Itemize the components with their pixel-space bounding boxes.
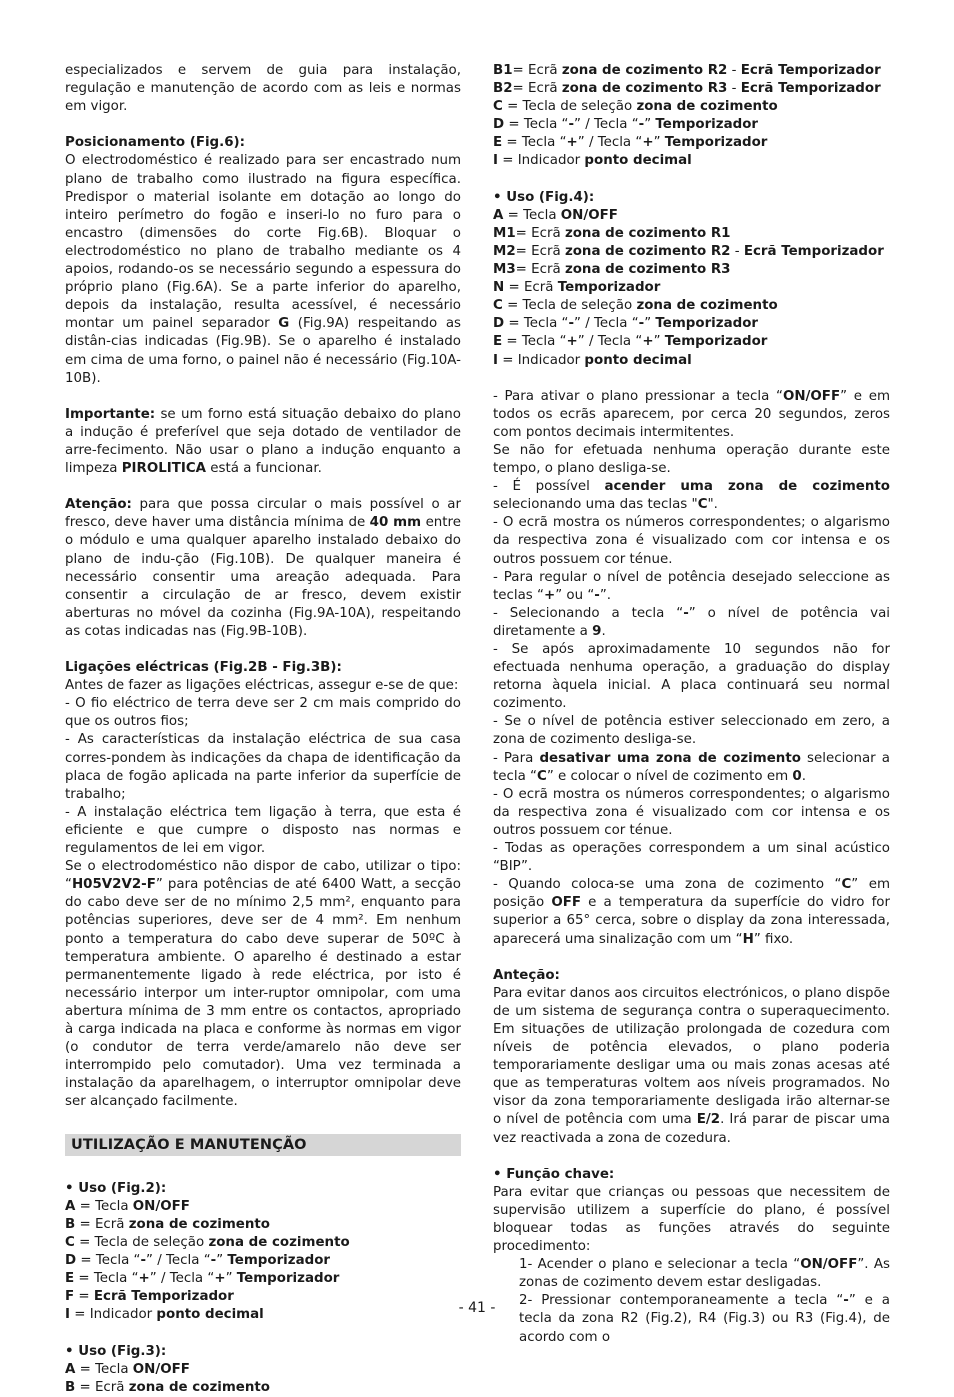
bold-text: • Função chave: bbox=[493, 1166, 615, 1182]
spacer bbox=[65, 116, 461, 134]
text: ” e colocar o nível de cozimento em bbox=[546, 768, 793, 784]
bold-text: C bbox=[536, 768, 547, 784]
text: - Para regular o nível de potência desejado seleccione as teclas “ bbox=[493, 569, 890, 603]
section-heading bbox=[493, 1166, 890, 1184]
paragraph bbox=[65, 731, 461, 803]
paragraph bbox=[65, 62, 461, 116]
bold-text: zona de cozimento R2 bbox=[564, 243, 731, 259]
bold-text: zona de cozimento R1 bbox=[564, 225, 731, 241]
bold-text: D bbox=[65, 1253, 77, 1269]
bold-text: - bbox=[638, 316, 645, 332]
text: = Tecla de seleção bbox=[502, 298, 637, 314]
bold-text: 0 bbox=[792, 768, 802, 784]
bold-text: C bbox=[841, 877, 852, 893]
text: Antes de fazer as ligações eléctricas, assegur e-se de que: bbox=[65, 678, 459, 694]
paragraph bbox=[493, 514, 890, 568]
spacer bbox=[493, 1148, 890, 1166]
section-heading bbox=[65, 134, 461, 152]
bold-text: Ecrã Temporizador bbox=[740, 81, 881, 97]
bold-text: zona de cozimento bbox=[128, 1216, 270, 1232]
bold-text: ponto decimal bbox=[584, 153, 692, 169]
bold-text: + bbox=[543, 587, 556, 603]
paragraph bbox=[65, 152, 461, 387]
text: = Tecla “ bbox=[504, 316, 569, 332]
bold-text: UTILIZAÇÃO E MANUTENÇÃO bbox=[71, 1136, 307, 1153]
text: ” bbox=[225, 1271, 237, 1287]
definition-line bbox=[493, 315, 890, 333]
definition-line bbox=[65, 1379, 461, 1397]
text: selecionando uma das teclas " bbox=[493, 497, 698, 513]
definition-line bbox=[493, 134, 890, 152]
bold-text: Posicionamento (Fig.6): bbox=[65, 135, 246, 151]
bold-text: C bbox=[697, 497, 708, 513]
right-column bbox=[493, 62, 890, 1347]
definition-line bbox=[65, 1361, 461, 1379]
bold-text: Anteção: bbox=[493, 967, 560, 983]
definition-line bbox=[493, 152, 890, 170]
text: Para evitar danos aos circuitos electrónicos, o plano dispõe de um sistema de segurança contra o superaquecimento. Em situações de utilização prolongada de cozedura com níveis de potência elevados, o plano poderia temporariamente desligar uma ou mais zonas acesas até que as temperaturas voltem aos níveis programados. No visor da zona temporariamente desligada irão alternar-se o nível de potência com uma bbox=[493, 985, 890, 1128]
bold-text: • Uso (Fig.4): bbox=[493, 189, 595, 205]
text: - As características da instalação eléctrica de sua casa corres-pondem às indicações da chapa de identificação da placa de fogão aplicada na parte inferior da superfície de trabalho; bbox=[65, 732, 461, 802]
text: e a temperatura da superfície do vidro for superior a 65° cerca, sobre o display da zona interessada, aparecerá uma sinalização com um “ bbox=[493, 895, 890, 947]
bold-text: A bbox=[493, 207, 504, 223]
paragraph bbox=[493, 1184, 890, 1256]
bold-text: Temporizador bbox=[557, 280, 661, 296]
section-heading bbox=[65, 1180, 461, 1198]
text: = Ecrã bbox=[512, 63, 562, 78]
text: = Ecrã bbox=[512, 81, 562, 97]
text: especializados e servem de guia para instalação, regulação e manutenção de acordo com as leis e normas em vigor. bbox=[65, 63, 461, 115]
definition-line bbox=[493, 225, 890, 243]
text: = Tecla “ bbox=[502, 135, 567, 151]
bold-text: - bbox=[638, 117, 645, 133]
bold-text: ON/OFF bbox=[560, 207, 618, 223]
section-heading bbox=[493, 189, 890, 207]
definition-line bbox=[493, 98, 890, 116]
text: 2- Pressionar contemporaneamente a tecla “ bbox=[519, 1293, 844, 1309]
bold-text: M2 bbox=[493, 243, 516, 259]
text: = Ecrã bbox=[515, 225, 565, 241]
text: para que possa circular o mais possível o ar fresco, deve haver uma distância mínima de bbox=[65, 497, 461, 531]
paragraph bbox=[493, 750, 890, 786]
bold-text: Ecrã Temporizador bbox=[743, 243, 884, 259]
text: ” / Tecla “ bbox=[577, 135, 643, 151]
spacer bbox=[65, 388, 461, 406]
bold-text: - bbox=[683, 605, 689, 621]
definition-line bbox=[493, 279, 890, 297]
text: ” / Tecla “ bbox=[149, 1271, 215, 1287]
bold-text: A bbox=[65, 1361, 76, 1377]
bold-text: + bbox=[214, 1271, 226, 1287]
bold-text: N bbox=[493, 280, 505, 296]
left-column bbox=[65, 62, 461, 1397]
bold-text: ON/OFF bbox=[782, 388, 841, 404]
text: . bbox=[601, 623, 606, 639]
paragraph bbox=[493, 605, 890, 641]
definition-line bbox=[493, 297, 890, 315]
bold-text: Ecrã Temporizador bbox=[740, 63, 881, 78]
bold-text: B2 bbox=[493, 81, 513, 97]
paragraph bbox=[65, 496, 461, 641]
spacer bbox=[65, 1162, 461, 1180]
text: = Ecrã bbox=[504, 280, 558, 296]
text: . bbox=[801, 768, 806, 784]
text: ” bbox=[653, 334, 665, 350]
text: = Tecla bbox=[75, 1198, 133, 1214]
text: = Indicador bbox=[497, 153, 585, 169]
bold-text: Temporizador bbox=[227, 1253, 330, 1269]
text: ” / Tecla “ bbox=[577, 334, 643, 350]
text: = Tecla de seleção bbox=[74, 1235, 209, 1250]
bold-text: Ecrã Temporizador bbox=[93, 1289, 234, 1305]
bold-text: + bbox=[138, 1271, 150, 1287]
bold-text: • Uso (Fig.2): bbox=[65, 1180, 167, 1196]
page-number: - 41 - bbox=[458, 1300, 496, 1316]
text: ”. bbox=[599, 587, 612, 603]
text: ” bbox=[644, 117, 656, 133]
bold-text: - bbox=[568, 117, 575, 133]
bold-text: zona de cozimento R3 bbox=[564, 262, 731, 278]
bold-text: H05V2V2-F bbox=[71, 877, 156, 893]
definition-line bbox=[493, 62, 890, 80]
bold-text: acender uma zona de cozimento bbox=[604, 479, 890, 495]
bold-text: zona de cozimento R2 bbox=[561, 63, 728, 78]
text: ” e a tecla da zona R2 (Fig.2), R4 (Fig.3) ou R3 (Fig.4), de acordo com o bbox=[519, 1293, 890, 1345]
definition-line bbox=[493, 243, 890, 261]
paragraph bbox=[493, 442, 890, 478]
text: - Para ativar o plano pressionar a tecla “ bbox=[493, 388, 783, 404]
text: entre o módulo e uma qualquer aparelho instalado debaixo do plano de indu-ção (Fig.10B). De qualquer maneira é necessário consentir uma areação adequada. Para consentir a circulação de ar fresco, devem existir aberturas no móvel da cozinha (Fig.9A-10A), respeitando as cotas indicadas nas (Fig.9B-10B). bbox=[65, 515, 461, 639]
step-item bbox=[493, 1256, 890, 1292]
paragraph bbox=[493, 641, 890, 713]
bold-text: Temporizador bbox=[236, 1271, 340, 1287]
text: O electrodoméstico é realizado para ser encastrado num plano de trabalho como ilustrado na figura específica. Predispor o material isolante em dotação ao longo do inteiro perímetro do fogão e inseri-lo no furo para o encastro (dimensões do corte Fig.6B). Bloquar o electrodoméstico no plano de trabalho mediante os 4 apoios, rodando-os se necessário segundo a espessura do próprio plano (Fig.6A). Se a parte inferior do aparelho, depois da instalação, resulta acessível, é necessário montar um painel separador bbox=[65, 153, 461, 332]
bold-text: + bbox=[642, 334, 654, 350]
bold-text: E bbox=[493, 334, 503, 350]
text: se um forno está situação debaixo do plano a indução é preferível que seja dotado de ventilador de arre-fecimento. Não usar o plano a indução enquanto a limpeza bbox=[65, 406, 461, 477]
bold-text: Temporizador bbox=[664, 334, 768, 350]
bold-text: I bbox=[65, 1307, 70, 1323]
text: = bbox=[74, 1289, 94, 1305]
bold-text: OFF bbox=[551, 895, 581, 911]
text: = Ecrã bbox=[75, 1216, 129, 1232]
bold-text: + bbox=[566, 334, 578, 350]
text: - A instalação eléctrica tem ligação à terra, que esta é eficiente e que cumpre o disposto nas normas e regulamentos de lei em vigor. bbox=[65, 804, 461, 857]
text: - bbox=[727, 63, 741, 78]
text: = Tecla bbox=[503, 207, 561, 223]
text: - bbox=[730, 243, 744, 259]
paragraph bbox=[65, 677, 461, 695]
spacer bbox=[65, 478, 461, 496]
bold-text: zona de cozimento bbox=[208, 1235, 350, 1250]
text: = Indicador bbox=[69, 1307, 157, 1323]
text: Se o electrodoméstico não dispor de cabo, utilizar o tipo: “ bbox=[65, 859, 461, 893]
paragraph bbox=[65, 804, 461, 858]
bold-text: zona de cozimento bbox=[636, 99, 778, 115]
bold-text: E bbox=[65, 1271, 75, 1287]
bold-text: - bbox=[140, 1253, 147, 1269]
bold-text: PIROLITICA bbox=[121, 461, 207, 477]
bold-text: Temporizador bbox=[664, 135, 768, 151]
text: = Indicador bbox=[497, 352, 585, 368]
bold-text: zona de cozimento bbox=[128, 1379, 270, 1395]
paragraph bbox=[65, 406, 461, 478]
paragraph bbox=[493, 840, 890, 876]
text: = Ecrã bbox=[515, 262, 565, 278]
definition-line bbox=[65, 1198, 461, 1216]
section-heading bbox=[65, 1343, 461, 1361]
bold-text: I bbox=[493, 352, 498, 368]
bold-text: E bbox=[493, 135, 503, 151]
paragraph bbox=[493, 569, 890, 605]
text: ” bbox=[644, 316, 656, 332]
bold-text: G bbox=[278, 316, 290, 332]
definition-line bbox=[493, 80, 890, 98]
text: - Todas as operações correspondem a um sinal acústico “BIP”. bbox=[493, 841, 890, 875]
spacer bbox=[493, 949, 890, 967]
paragraph bbox=[493, 388, 890, 442]
text: ”. As zonas de cozimento devem estar desligadas. bbox=[519, 1257, 890, 1291]
text: selecionar a tecla “ bbox=[493, 750, 890, 784]
bold-text: D bbox=[493, 316, 505, 332]
text: = Tecla “ bbox=[502, 334, 567, 350]
text: ” e em todos os ecrãs aparecem, por cerca 20 segundos, zeros com pontos decimais intermitentes. bbox=[493, 388, 890, 440]
text: Se não for efetuada nenhuma operação durante este tempo, o plano desliga-se. bbox=[493, 442, 890, 477]
bold-text: M1 bbox=[493, 225, 516, 241]
definition-line bbox=[493, 261, 890, 279]
section-band bbox=[65, 1134, 461, 1156]
paragraph bbox=[493, 985, 890, 1148]
paragraph bbox=[493, 713, 890, 749]
bold-text: C bbox=[493, 298, 503, 314]
bold-text: Importante: bbox=[65, 406, 156, 422]
text: - Se o nível de potência estiver seleccionado em zero, a zona de cozimento desliga-se. bbox=[493, 714, 890, 748]
text: = Tecla “ bbox=[504, 117, 569, 133]
text: ” para potências de até 6400 Watt, a secção do cabo deve ser de no mínimo 2,5 mm², enquanto para potências superiores, deve ser de 4 mm². Em nenhum ponto a temperatura do cabo deve superar de 50ºC à temperatura ambiente. O aparelho é destinado a estar permanentemente ligado à rede eléctrica, por isto é necessário interpor um inter-ruptor omnipolar, com uma abertura mínima de 3 mm entre os contactos, apropriado à carga indicada na placa e conforme às normas em vigor (o condutor de terra verde/amarelo não deve ser interrompido pelo comutador). Uma vez terminada a instalação da aparelhagem, o interruptor omnipolar deve ser alcançado facilmente. bbox=[65, 877, 461, 1110]
text: Para evitar que crianças ou pessoas que necessitem de supervisão utilizem a superfície do plano, é possível bloquear todas as funções através do seguinte procedimento: bbox=[493, 1184, 890, 1255]
bold-text: - bbox=[210, 1253, 217, 1269]
paragraph bbox=[65, 695, 461, 731]
text: ” fixo. bbox=[753, 931, 794, 947]
bold-text: D bbox=[493, 117, 505, 133]
bold-text: Temporizador bbox=[655, 117, 758, 133]
bold-text: E/2 bbox=[696, 1112, 721, 1128]
bold-text: + bbox=[642, 135, 654, 151]
text: - O ecrã mostra os números correspondentes; o algarismo da respectiva zona é visualizado com cor intensa e os outros possuem cor ténue. bbox=[493, 786, 890, 838]
bold-text: + bbox=[566, 135, 578, 151]
text: - Para bbox=[493, 750, 540, 766]
definition-line bbox=[65, 1270, 461, 1288]
paragraph bbox=[493, 876, 890, 948]
section-heading bbox=[493, 967, 890, 985]
text: = Ecrã bbox=[75, 1379, 129, 1395]
paragraph bbox=[493, 786, 890, 840]
definition-line bbox=[65, 1234, 461, 1252]
bold-text: zona de cozimento R3 bbox=[561, 81, 728, 97]
text: - O fio eléctrico de terra deve ser 2 cm mais comprido do que os outros fios; bbox=[65, 696, 461, 730]
text: 1- Acender o plano e selecionar a tecla “ bbox=[519, 1257, 801, 1273]
bold-text: 40 mm bbox=[369, 515, 422, 531]
text: = Tecla “ bbox=[74, 1271, 139, 1287]
spacer bbox=[493, 171, 890, 189]
text: ” bbox=[653, 135, 665, 151]
text: = Tecla “ bbox=[76, 1253, 141, 1269]
bold-text: F bbox=[65, 1289, 75, 1305]
paragraph bbox=[65, 858, 461, 1111]
definition-line bbox=[493, 333, 890, 351]
text: - Quando coloca-se uma zona de cozimento “ bbox=[493, 877, 842, 893]
text: ” / Tecla “ bbox=[146, 1253, 211, 1269]
text: ” o nível de potência vai diretamente a bbox=[493, 605, 890, 639]
bold-text: • Uso (Fig.3): bbox=[65, 1343, 167, 1359]
bold-text: C bbox=[493, 99, 503, 115]
bold-text: - bbox=[594, 587, 600, 603]
text: ". bbox=[707, 497, 718, 513]
definition-line bbox=[65, 1216, 461, 1234]
text: ” / Tecla “ bbox=[574, 316, 639, 332]
section-heading bbox=[65, 659, 461, 677]
text: - bbox=[727, 81, 741, 97]
bold-text: Ligações eléctricas (Fig.2B - Fig.3B): bbox=[65, 660, 342, 676]
text: - O ecrã mostra os números correspondentes; o algarismo da respectiva zona é visualizado com cor intensa e os outros possuem cor ténue. bbox=[493, 515, 890, 567]
bold-text: ponto decimal bbox=[584, 352, 692, 368]
paragraph bbox=[493, 478, 890, 514]
bold-text: zona de cozimento bbox=[636, 298, 778, 314]
bold-text: - bbox=[843, 1293, 849, 1309]
bold-text: ponto decimal bbox=[156, 1307, 264, 1323]
bold-text: Temporizador bbox=[655, 316, 758, 332]
text: está a funcionar. bbox=[206, 461, 322, 477]
text: = Ecrã bbox=[515, 243, 565, 259]
spacer bbox=[65, 641, 461, 659]
text: ” bbox=[216, 1253, 228, 1269]
definition-line bbox=[493, 207, 890, 225]
bold-text: I bbox=[493, 153, 498, 169]
text: ” ou “ bbox=[555, 587, 595, 603]
bold-text: - bbox=[568, 316, 575, 332]
bold-text: ON/OFF bbox=[132, 1361, 190, 1377]
text: ” em posição bbox=[493, 877, 890, 911]
bold-text: B1 bbox=[493, 63, 513, 78]
bold-text: B bbox=[65, 1379, 76, 1395]
bold-text: M3 bbox=[493, 262, 516, 278]
definition-line bbox=[493, 116, 890, 134]
bold-text: ON/OFF bbox=[800, 1257, 858, 1273]
text: - É possível bbox=[493, 479, 605, 495]
bold-text: B bbox=[65, 1216, 76, 1232]
text: - Selecionando a tecla “ bbox=[493, 605, 684, 621]
text: = Tecla bbox=[75, 1361, 133, 1377]
bold-text: C bbox=[65, 1235, 75, 1250]
bold-text: A bbox=[65, 1198, 76, 1214]
bold-text: H bbox=[742, 931, 754, 947]
bold-text: Atenção: bbox=[65, 497, 132, 513]
definition-line bbox=[65, 1252, 461, 1270]
text: ” / Tecla “ bbox=[574, 117, 639, 133]
bold-text: 9 bbox=[592, 623, 602, 639]
text: = Tecla de seleção bbox=[502, 99, 637, 115]
spacer bbox=[493, 370, 890, 388]
text: - Se após aproximadamente 10 segundos não for efectuada nenhuma operação, a graduação do display retorna àquela inicial. A placa continuará seu normal cozimento. bbox=[493, 642, 890, 712]
bold-text: desativar uma zona de cozimento bbox=[539, 750, 801, 766]
text: . Irá parar de piscar uma vez reactivada a zona de cozedura. bbox=[493, 1112, 890, 1146]
spacer bbox=[65, 1324, 461, 1342]
definition-line bbox=[493, 352, 890, 370]
bold-text: ON/OFF bbox=[132, 1198, 190, 1214]
text: (Fig.9A) respeitando as distân-cias indicadas (Fig.9B). Se o aparelho é instalado em cima de uma forno, o painel não é necessário (Fig.10A-10B). bbox=[65, 316, 461, 386]
spacer bbox=[65, 1111, 461, 1129]
